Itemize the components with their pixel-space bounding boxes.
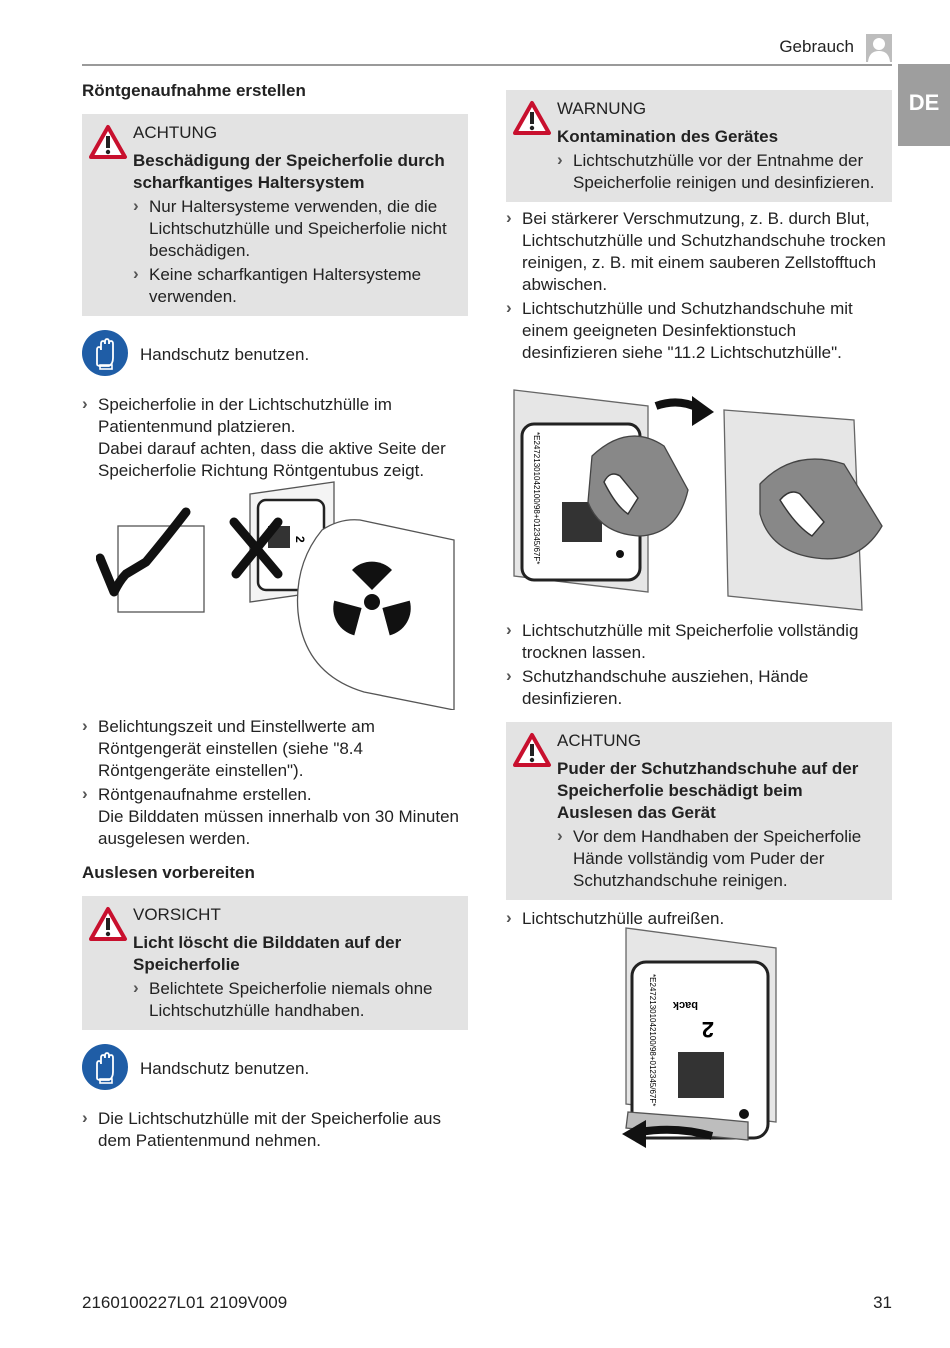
step-note: Die Bilddaten müssen innerhalb von 30 Minuten ausgelesen werden. (98, 807, 460, 848)
svg-text:*E24721301042100/98+012345/67F: *E24721301042100/98+012345/67F* (648, 974, 657, 1107)
user-icon (866, 34, 892, 62)
svg-text:2: 2 (701, 1017, 714, 1042)
notice-title: Kontamination des Gerätes (557, 127, 779, 146)
step-item: › Röntgenaufnahme erstellen. (82, 784, 468, 806)
glove-icon (82, 330, 128, 376)
step-item: › Lichtschutzhülle und Schutzhandschuhe mit einem geeigneten Desinfektionstuch desinfizieren siehe "11.2 Lichtschutzhülle". (506, 298, 892, 364)
section-heading-auslesen: Auslesen vorbereiten (82, 863, 255, 882)
svg-text:back: back (672, 999, 698, 1011)
svg-text:*E24721301042100/98+012345/67F: *E24721301042100/98+012345/67F* (532, 432, 541, 565)
notice-item: › Belichtete Speicherfolie niemals ohne Lichtschutzhülle handhaben. (133, 978, 458, 1022)
step-item: › Bei stärkerer Verschmutzung, z. B. durch Blut, Lichtschutzhülle und Schutzhandschuhe trocken reinigen, z. B. mit einem sauberen Zellstofftuch abwischen. (506, 208, 892, 296)
step-item: › Lichtschutzhülle aufreißen. (506, 908, 892, 930)
notice-item: › Nur Haltersysteme verwenden, die die Lichtschutzhülle und Speicherfolie nicht beschädigen. (133, 196, 458, 262)
vorsicht-notice-box (82, 896, 468, 1030)
glove-icon (82, 1044, 128, 1090)
plate-placement-illustration (96, 478, 460, 710)
section-heading-roentgenaufnahme: Röntgenaufnahme erstellen (82, 81, 306, 100)
arrow-icon (656, 402, 698, 408)
step-item: › Lichtschutzhülle mit Speicherfolie vollständig trocknen lassen. (506, 620, 892, 664)
warning-triangle-icon (88, 124, 128, 160)
notice-item: › Lichtschutzhülle vor der Entnahme der Speicherfolie reinigen und desinfizieren. (557, 150, 882, 194)
notice-item: › Keine scharfkantigen Haltersysteme verwenden. (133, 264, 458, 308)
left-column (82, 80, 468, 482)
language-tab[interactable]: DE (898, 64, 950, 146)
step-item: › Schutzhandschuhe ausziehen, Hände desinfizieren. (506, 666, 892, 710)
step-item: › Speicherfolie in der Lichtschutzhülle im Patientenmund platzieren. (82, 394, 468, 438)
glove-instruction (82, 330, 468, 380)
signal-word: VORSICHT (133, 905, 221, 924)
notice-title: Beschädigung der Speicherfolie durch scharfkantiges Haltersystem (133, 151, 445, 192)
document-number: 2160100227L01 2109V009 (82, 1293, 288, 1312)
disinfection-illustration (508, 386, 892, 612)
step-note: Dabei darauf achten, dass die aktive Seite der Speicherfolie Richtung Röntgentubus zeigt. (98, 439, 446, 480)
achtung-notice-box (82, 114, 468, 316)
page-number: 31 (873, 1293, 892, 1312)
qr-code-icon (678, 1052, 724, 1098)
cloth-icon (588, 436, 688, 536)
warning-triangle-icon (88, 906, 128, 942)
warning-triangle-icon (512, 732, 552, 768)
notice-item: › Vor dem Handhaben der Speicherfolie Hände vollständig vom Puder der Schutzhandschuhe reinigen. (557, 826, 882, 892)
cloth-icon (760, 459, 882, 559)
warnung-notice-box (506, 90, 892, 202)
signal-word: WARNUNG (557, 99, 647, 118)
notice-title: Licht löscht die Bilddaten auf der Speicherfolie (133, 933, 402, 974)
signal-word: ACHTUNG (133, 123, 218, 142)
warning-triangle-icon (512, 100, 552, 136)
glove-instruction (82, 1044, 468, 1094)
glove-instruction-text: Handschutz benutzen. (140, 1059, 310, 1078)
svg-text:2: 2 (293, 536, 307, 543)
glove-instruction-text: Handschutz benutzen. (140, 345, 310, 364)
achtung-notice-box-2 (506, 722, 892, 900)
step-item: › Die Lichtschutzhülle mit der Speicherfolie aus dem Patientenmund nehmen. (82, 1108, 468, 1152)
step-item: › Belichtungszeit und Einstellwerte am Röntgengerät einstellen (siehe "8.4 Röntgengeräte einstellen"). (82, 716, 468, 782)
tear-sleeve-illustration (616, 926, 780, 1156)
notice-title: Puder der Schutzhandschuhe auf der Speicherfolie beschädigt beim Auslesen das Gerät (557, 759, 859, 822)
right-column-lower (506, 620, 892, 930)
page-header (82, 32, 892, 66)
signal-word: ACHTUNG (557, 731, 642, 750)
right-column (506, 90, 892, 364)
section-title: Gebrauch (779, 37, 854, 56)
left-column-lower (82, 716, 468, 1152)
